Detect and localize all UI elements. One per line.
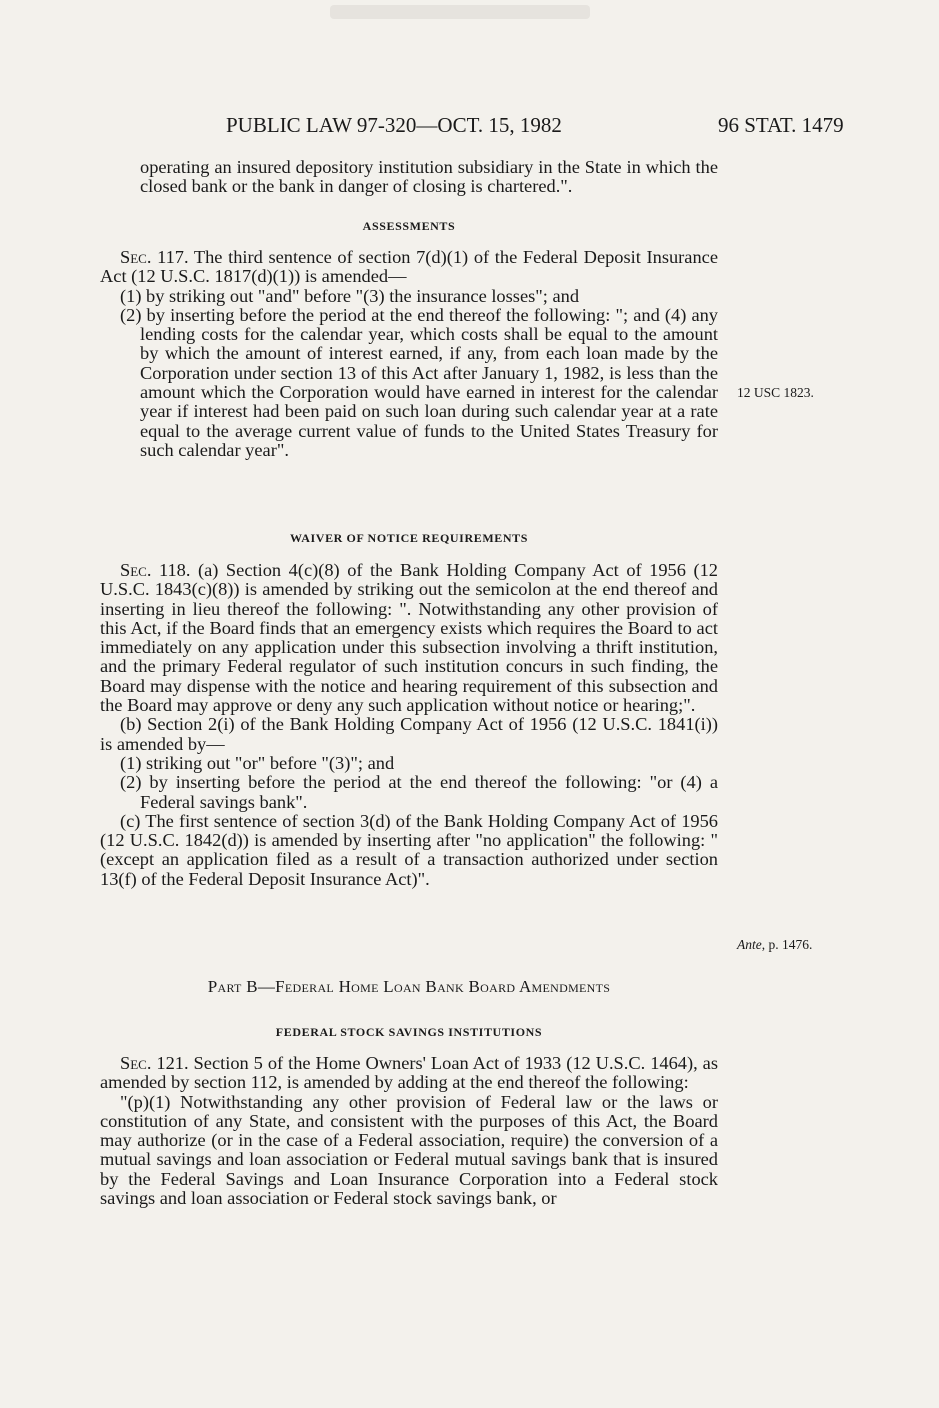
sec117-item-1: (1) by striking out "and" before "(3) the insurance losses"; and xyxy=(120,285,580,306)
margin-note-usc: 12 USC 1823. xyxy=(737,385,814,400)
block-sec118 xyxy=(100,561,718,889)
block-carryover xyxy=(100,158,718,197)
block-stock-heading xyxy=(100,1022,718,1042)
block-sec117 xyxy=(100,248,718,460)
sec117-text: 117. The third sentence of section 7(d)(1) of the Federal Deposit Insurance Act (12 U.S.C. 1817(d)(1)) is amended— xyxy=(100,247,718,287)
sec118-b-item-2: (2) by inserting before the period at the end thereof the following: "or (4) a Federal savings bank". xyxy=(120,772,718,812)
assessments-heading: ASSESSMENTS xyxy=(362,219,456,233)
block-part-b xyxy=(100,976,718,998)
margin-note-ante-page: , p. 1476. xyxy=(761,937,813,952)
sec118-a-paragraph xyxy=(100,561,718,715)
sec117-item-2: (2) by inserting before the period at the end thereof the following: "; and (4) any lending costs for the calendar year, which costs shall be equal to the amount by which the amount of interest earned, if any, from each loan made by the Corporation under section 13 of this Act after January 1, 1982, is less than the amount which the Corporation would have earned in interest for the calendar year if interest had been paid on such loan during such calendar year at a rate equal to the average current value of funds to the United States Treasury for such calendar year". xyxy=(120,304,718,460)
stock-savings-heading: FEDERAL STOCK SAVINGS INSTITUTIONS xyxy=(275,1025,543,1039)
sec118-label: Sec. xyxy=(120,560,152,580)
sec118-b-item-1: (1) striking out "or" before "(3)"; and xyxy=(120,752,395,773)
sec121-label: Sec. xyxy=(120,1053,152,1073)
sec121-p1-paragraph: "(p)(1) Notwithstanding any other provision of Federal law or the laws or constitution of any State, and consistent with the purposes of this Act, the Board may authorize (or in the case of a Federal association, require) the conversion of a mutual savings and loan association or Federal mutual savings bank that is insured by the Federal Savings and Loan Insurance Corporation into a Federal stock savings and loan association or Federal stock savings bank, or xyxy=(100,1091,718,1209)
sec118-a-text: 118. (a) Section 4(c)(8) of the Bank Holding Company Act of 1956 (12 U.S.C. 1843(c)(8)) is amended by striking out the semicolon at the end thereof and inserting in lieu thereof the following: ". Notwithstanding any other provision of this Act, if the Board finds that an emergency exists which requires the Board to act immediately on any application under this subsection involving a thrift institution, and the primary Federal regulator of such institution concurs in such finding, the Board may dispense with the notice and hearing requirement of this subsection and the Board may approve or deny any such application without notice or hearing;". xyxy=(100,560,718,716)
sec121-paragraph xyxy=(100,1054,718,1093)
sec117-paragraph xyxy=(100,248,718,287)
sec118-c-paragraph: (c) The first sentence of section 3(d) of the Bank Holding Company Act of 1956 (12 U.S.C. 1842(d)) is amended by inserting after "no application" the following: "(except an application filed as a result of a transaction authorized under section 13(f) of the Federal Deposit Insurance Act)". xyxy=(100,810,718,889)
part-b-heading: Part B—Federal Home Loan Bank Board Amendments xyxy=(207,977,611,996)
block-sec121 xyxy=(100,1054,718,1208)
margin-note-ante xyxy=(737,937,812,953)
carryover-paragraph: operating an insured depository institution subsidiary in the State in which the closed bank or the bank in danger of closing is chartered.". xyxy=(140,157,718,197)
running-header-title: PUBLIC LAW 97-320—OCT. 15, 1982 xyxy=(226,113,562,137)
sec117-label: Sec. xyxy=(120,247,152,267)
block-waiver-heading xyxy=(100,528,718,548)
bleed-through-shadow xyxy=(330,5,590,19)
sec118-b-paragraph: (b) Section 2(i) of the Bank Holding Company Act of 1956 (12 U.S.C. 1841(i)) is amended by— xyxy=(100,714,718,754)
margin-note-ante-italic: Ante xyxy=(737,937,762,952)
block-assessments-heading xyxy=(100,216,718,236)
running-header-stat: 96 STAT. 1479 xyxy=(718,113,844,137)
sec121-text: 121. Section 5 of the Home Owners' Loan Act of 1933 (12 U.S.C. 1464), as amended by section 112, is amended by adding at the end thereof the following: xyxy=(100,1053,718,1093)
waiver-heading: WAIVER OF NOTICE REQUIREMENTS xyxy=(290,531,528,545)
